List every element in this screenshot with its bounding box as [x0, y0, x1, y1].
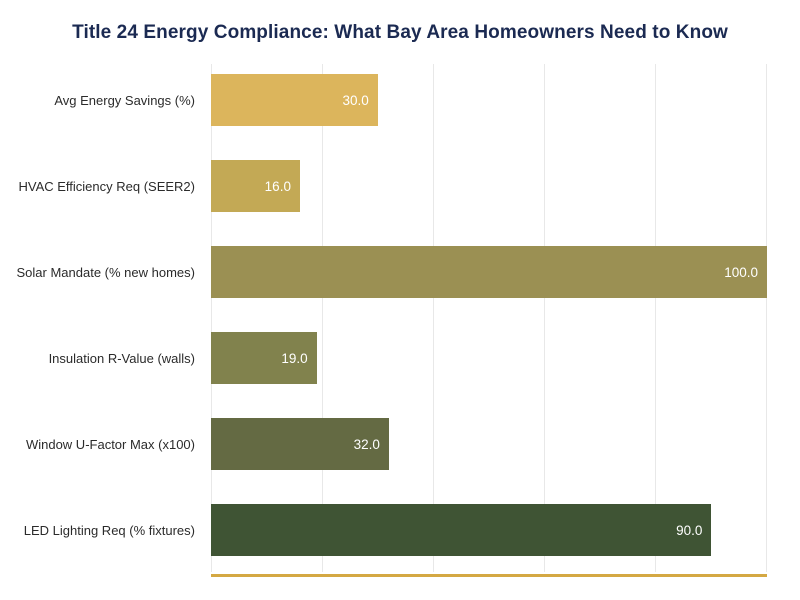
bar-value-label: 30.0	[342, 92, 369, 108]
category-label-solar-mandate: Solar Mandate (% new homes)	[16, 265, 195, 280]
bar-value-label: 16.0	[264, 178, 291, 194]
bar-value-label: 19.0	[281, 350, 308, 366]
category-label-insulation-r-value: Insulation R-Value (walls)	[48, 351, 195, 366]
x-axis-accent-line	[211, 574, 767, 577]
page-title: Title 24 Energy Compliance: What Bay Area Homeowners Need to Know	[72, 22, 728, 43]
category-label-avg-energy-savings: Avg Energy Savings (%)	[54, 93, 195, 108]
category-label-led-lighting: LED Lighting Req (% fixtures)	[23, 523, 195, 538]
category-label-window-u-factor: Window U-Factor Max (x100)	[25, 437, 195, 452]
category-label-hvac-efficiency: HVAC Efficiency Req (SEER2)	[18, 179, 195, 194]
bar-value-label: 32.0	[353, 436, 380, 452]
bar-value-label: 100.0	[724, 264, 758, 280]
bar-value-label: 90.0	[676, 522, 703, 538]
category-axis-labels	[0, 64, 800, 572]
